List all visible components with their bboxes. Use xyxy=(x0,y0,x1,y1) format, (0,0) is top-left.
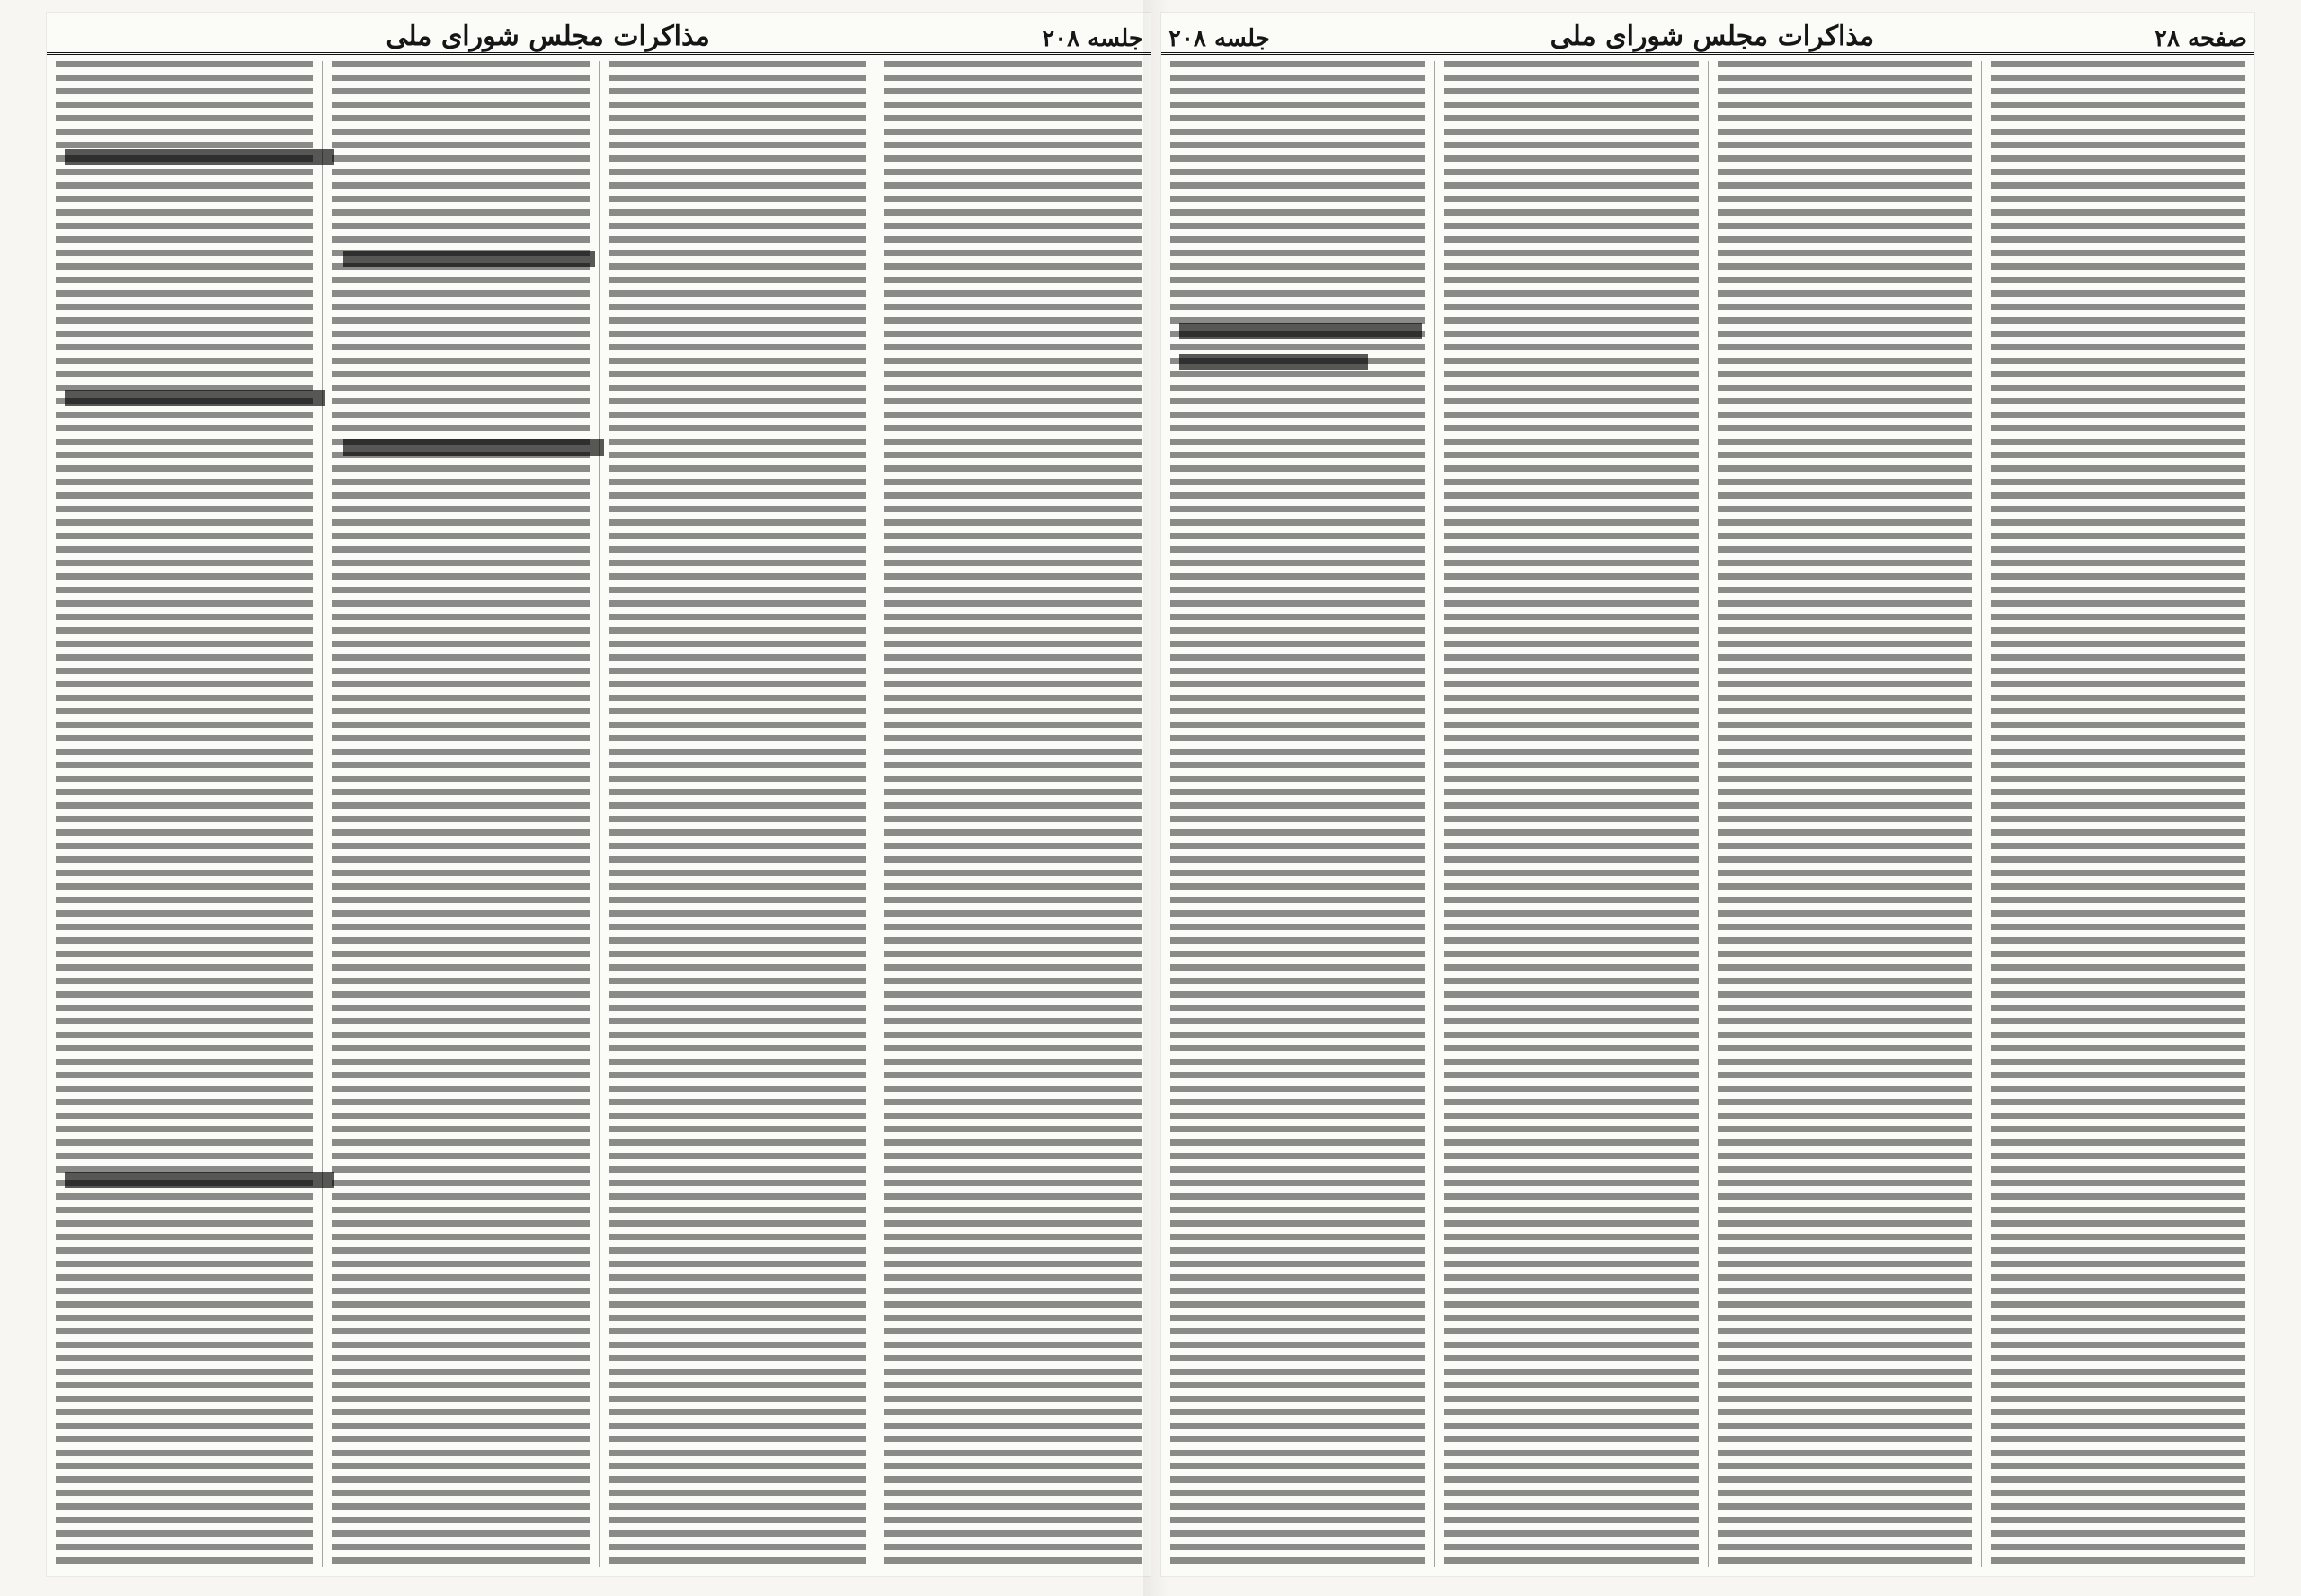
right-page xyxy=(1161,13,2254,1576)
left-page-title: مذاکرات مجلس شورای ملی xyxy=(386,21,710,52)
bold-heading-mark xyxy=(343,251,595,267)
text-block xyxy=(884,61,1142,1567)
right-page-columns xyxy=(1161,61,2254,1567)
bold-heading-mark xyxy=(65,1172,334,1188)
right-col-4 xyxy=(1161,61,1434,1567)
bold-heading-mark xyxy=(1179,323,1422,339)
bold-heading-mark xyxy=(65,390,325,406)
text-block xyxy=(332,61,589,1567)
left-page-session: جلسه ۲۰۸ xyxy=(1042,25,1143,52)
left-page-header xyxy=(47,13,1150,55)
text-block xyxy=(1718,61,1972,1567)
right-col-1 xyxy=(1981,61,2254,1567)
right-page-title: مذاکرات مجلس شورای ملی xyxy=(1550,21,1875,52)
text-block xyxy=(609,61,866,1567)
right-col-2 xyxy=(1708,61,1981,1567)
text-block xyxy=(1991,61,2245,1567)
left-col-4 xyxy=(47,61,322,1567)
text-block xyxy=(1170,61,1425,1567)
left-page xyxy=(47,13,1150,1576)
left-col-3 xyxy=(322,61,598,1567)
text-block xyxy=(56,61,313,1567)
left-col-1 xyxy=(875,61,1150,1567)
bold-heading-mark xyxy=(1179,354,1368,370)
right-page-header xyxy=(1161,13,2254,55)
bold-heading-mark xyxy=(65,149,334,165)
right-page-session: جلسه ۲۰۸ xyxy=(1168,25,1270,52)
bold-heading-mark xyxy=(343,439,604,456)
text-block xyxy=(1444,61,1698,1567)
left-col-2 xyxy=(599,61,875,1567)
left-page-columns xyxy=(47,61,1150,1567)
right-page-page-number: صفحه ۲۸ xyxy=(2154,25,2247,52)
right-col-3 xyxy=(1434,61,1707,1567)
